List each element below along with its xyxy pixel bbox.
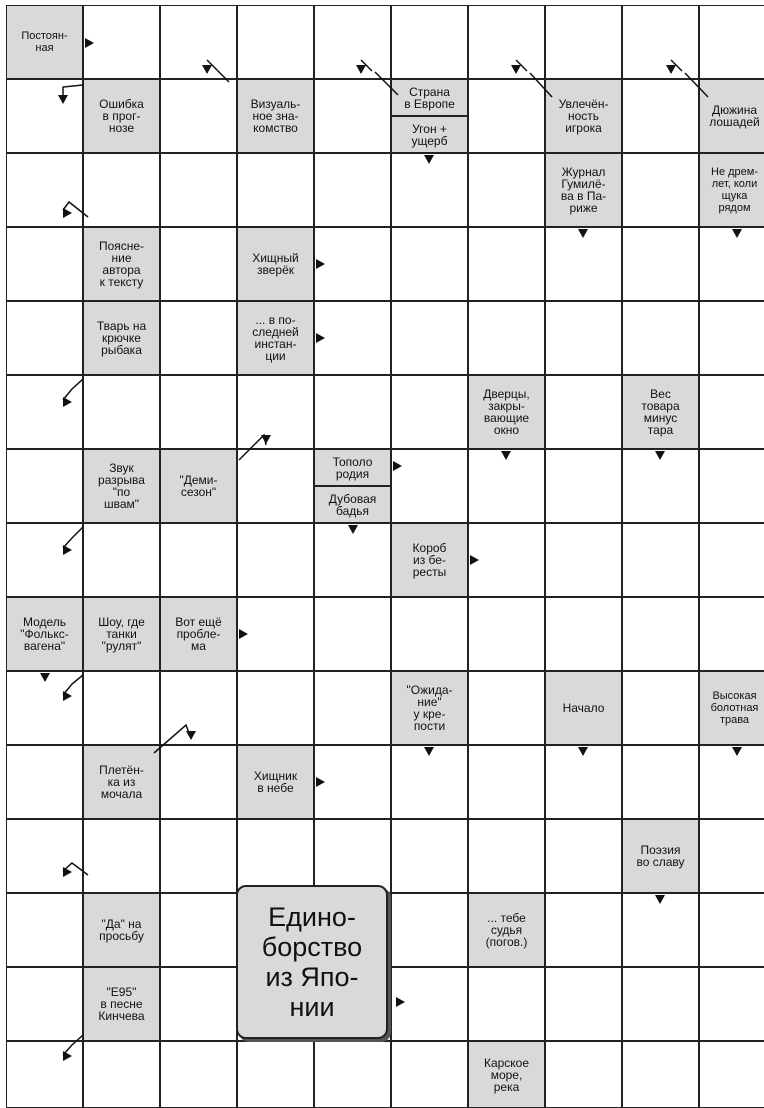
clue-cell: Начало bbox=[545, 671, 622, 745]
clue-cell: Хищный зверёк bbox=[237, 227, 314, 301]
clue-cell: Страна в Европе bbox=[391, 79, 468, 116]
clue-cell: "Да" на просьбу bbox=[83, 893, 160, 967]
crossword-grid bbox=[6, 5, 764, 1103]
clue-cell: Короб из бе- ресты bbox=[391, 523, 468, 597]
clue-cell: Шоу, где танки "рулят" bbox=[83, 597, 160, 671]
clue-cell: Поэзия во славу bbox=[622, 819, 699, 893]
clue-cell: ... в по- следней инстан- ции bbox=[237, 301, 314, 375]
clue-cell: Высокая болотная трава bbox=[699, 671, 764, 745]
clue-cell: Тополо родия bbox=[314, 449, 391, 486]
clue-cell: Вес товара минус тара bbox=[622, 375, 699, 449]
clue-cell: "Е95" в песне Кинчева bbox=[83, 967, 160, 1041]
clue-cell: Поясне- ние автора к тексту bbox=[83, 227, 160, 301]
clue-cell: Тварь на крючке рыбака bbox=[83, 301, 160, 375]
clue-cell: Звук разрыва "по швам" bbox=[83, 449, 160, 523]
clue-cell: Ошибка в прог- нозе bbox=[83, 79, 160, 153]
clue-cell: Хищник в небе bbox=[237, 745, 314, 819]
clue-cell: ... тебе судья (погов.) bbox=[468, 893, 545, 967]
clue-cell: Не дрем- лет, коли щука рядом bbox=[699, 153, 764, 227]
clue-cell: Дубовая бадья bbox=[314, 486, 391, 523]
clue-cell: Угон + ущерб bbox=[391, 116, 468, 153]
clue-cell: Вот ещё пробле- ма bbox=[160, 597, 237, 671]
clue-cell: Визуаль- ное зна- комство bbox=[237, 79, 314, 153]
big-clue-box: Едино- борство из Япо- нии bbox=[236, 885, 388, 1039]
clue-cell: Плетён- ка из мочала bbox=[83, 745, 160, 819]
clue-cell: "Ожида- ние" у кре- пости bbox=[391, 671, 468, 745]
clue-cell: Журнал Гумилё- ва в Па- риже bbox=[545, 153, 622, 227]
clue-cell: Дюжина лошадей bbox=[699, 79, 764, 153]
clue-cell: Постоян- ная bbox=[6, 5, 83, 79]
clue-cell: Дверцы, закры- вающие окно bbox=[468, 375, 545, 449]
clue-cell: Увлечён- ность игрока bbox=[545, 79, 622, 153]
arrow-bend-lines bbox=[6, 5, 764, 1108]
clue-cell: Карское море, река bbox=[468, 1041, 545, 1108]
clue-cell: "Деми- сезон" bbox=[160, 449, 237, 523]
clue-cell: Модель "Фолькс- вагена" bbox=[6, 597, 83, 671]
